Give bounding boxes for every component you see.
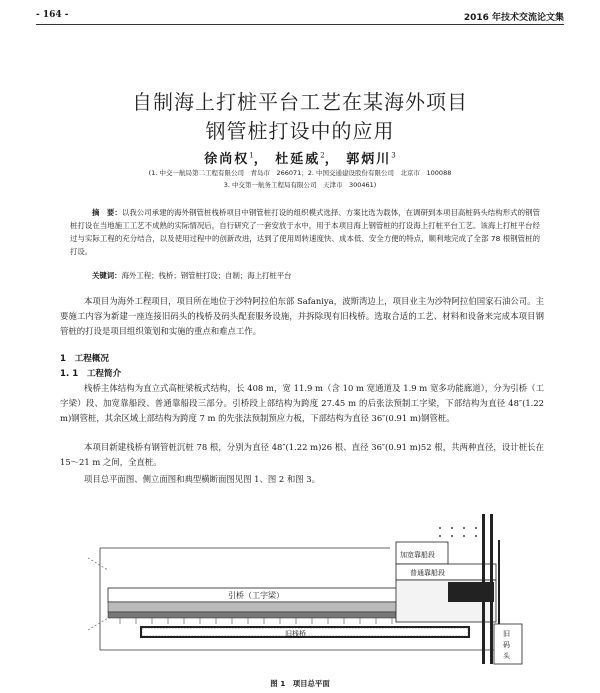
grid-dot <box>439 535 441 537</box>
keywords-text: 海外工程；栈桥；钢管桩打设；自制；海上打桩平台 <box>121 271 292 280</box>
page-number: - 164 - <box>36 10 69 20</box>
grid-dot <box>451 535 453 537</box>
shoreline-dash <box>88 618 108 630</box>
label-old-wharf: 码 <box>503 641 510 649</box>
keywords-label: 关键词： <box>92 271 122 280</box>
section-number: 1 <box>60 354 66 364</box>
grid-dot <box>463 535 465 537</box>
pile-column <box>490 514 493 664</box>
paper-title-line1: 自制海上打桩平台工艺在某海外项目 <box>132 90 468 114</box>
affiliation-line1: (1. 中交一航局第二工程有限公司 青岛市 266071；2. 中国交通建设股份有限公司 北京市 100088 <box>148 169 452 177</box>
grid-dot <box>463 527 465 529</box>
label-trestle: 引桥（工字梁） <box>228 591 284 600</box>
grid-dot <box>475 535 477 537</box>
author-mark: 2 <box>320 151 325 160</box>
label-old-wharf: 旧 <box>503 630 510 638</box>
author-list: 徐尚权$^1$， 杜延威$^2$， 郭炳川$^3$ <box>204 151 396 167</box>
keywords <box>92 270 292 281</box>
trestle-edge <box>108 612 408 618</box>
label-old-wharf: 头 <box>503 652 510 660</box>
author-name: 郭炳川 <box>346 152 392 167</box>
running-header <box>36 8 564 25</box>
grid-dot <box>439 527 441 529</box>
shoreline-dash <box>88 558 108 570</box>
label-old-trestle: 旧栈桥 <box>285 630 306 638</box>
abstract-text: 以我公司承建的海外钢管桩栈桥项目中钢管桩打设的组织模式选择、方案比选为载体，在调研到本项目高桩码头结构形式的钢管桩打设在当地施工工艺不成熟的实际情况后，自行研究了一套安放于水中，用于本项目海上钢管桩的打设海上打桩平台工艺。该海上打桩平台经过与实际工程的充分结合，以及使用过程中的创新改进，达到了使用周转速度快、成本低、安全方便的特点，顺利地完成了全部 78 根钢管桩的打设。 <box>70 208 540 256</box>
platform-dark <box>448 582 494 602</box>
author-mark: 1 <box>249 151 254 160</box>
pile-hatch <box>120 618 392 624</box>
subsection-number: 1. 1 <box>60 369 79 379</box>
abstract-label: 摘 要： <box>92 208 122 217</box>
pile-column <box>482 514 485 664</box>
label-normal-berth: 普通靠船段 <box>410 569 445 577</box>
body-paragraph: 项目总平面图、侧立面图和典型横断面图见图 1、图 2 和图 3。 <box>84 474 321 484</box>
section-title: 工程概况 <box>74 354 109 364</box>
intro-paragraph: 本项目为海外工程项目，项目所在地位于沙特阿拉伯东部 Safaniya，波斯湾边上，项目业主为沙特阿拉伯国家石油公司。主要施工内容为新建一座连接旧码头的栈桥及码头配套服务设施，并拆除现有旧栈桥。选取合适的工艺、材料和设备来完成本项目钢管桩的打设是项目组织策划和实施的重点和难点工作。 <box>60 296 544 336</box>
author-name: 徐尚权 <box>204 152 250 167</box>
section-heading <box>60 352 109 364</box>
body-paragraph: 栈桥主体结构为直立式高桩梁板式结构，长 408 m，宽 11.9 m（含 10 m 宽通道及 1.9 m 宽多功能廊道），分为引桥（工字梁）段、加宽靠船段、普通靠船段三部分。引桥段上部结构为跨度 27.45 m 的后张法预制工字梁，下部结构为直径 48″(1.22 m)钢管桩，其余区域上部结构为跨度 7 m 的先张法预制预应力板，下部结构为直径 36″(0.91 m)钢管桩。 <box>60 383 544 423</box>
journal-title: 2016 年技术交流论文集 <box>463 13 564 23</box>
affiliation-line2: 3. 中交第一航务工程局有限公司 天津市 300461) <box>223 181 377 189</box>
grid-dot <box>475 527 477 529</box>
trestle-walkway <box>108 602 408 612</box>
subsection-heading <box>60 367 121 379</box>
figure-caption: 图 1 项目总平面 <box>270 679 330 688</box>
grid-dots <box>439 527 477 537</box>
grid-dot <box>451 527 453 529</box>
label-widened-berth: 加宽靠船段 <box>400 551 435 559</box>
site-plan-figure <box>80 500 530 672</box>
abstract <box>70 206 540 258</box>
paper-title-line2: 钢管桩打设中的应用 <box>205 119 395 143</box>
body-paragraph: 本项目新建栈桥有钢管桩沉桩 78 根，分别为直径 48″(1.22 m)26 根、直径 36″(0.91 m)52 根，共两种直径，设计桩长在 15～21 m 之间，全直桩。 <box>60 442 544 467</box>
author-name: 杜延威 <box>275 152 321 167</box>
author-mark: 3 <box>391 151 396 160</box>
subsection-title: 工程简介 <box>86 369 122 379</box>
